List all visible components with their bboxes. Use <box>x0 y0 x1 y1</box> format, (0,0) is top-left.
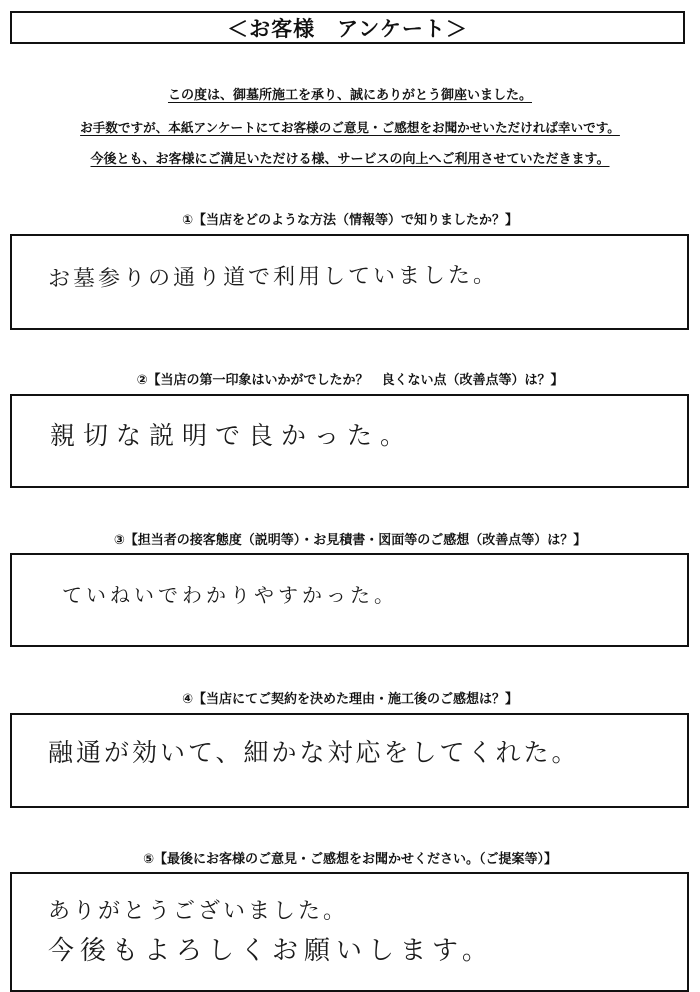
question-2-label: ②【当店の第一印象はいかがでしたか？ 良くない点（改善点等）は？】 <box>136 373 564 388</box>
answer-3-handwriting: ていねいでわかりやすかった。 <box>62 583 398 607</box>
intro-line-1: この度は、御墓所施工を承り、誠にありがとう御座いました。 <box>167 88 532 103</box>
question-5-label: ⑤【最後にお客様のご意見・ご感想をお聞かせください。（ご提案等）】 <box>142 852 557 867</box>
survey-title: ＜お客様 アンケート＞ <box>10 11 685 44</box>
answer-5-handwriting-line-2: 今後もよろしくお願いします。 <box>48 936 494 966</box>
answer-box-2[interactable] <box>10 394 689 488</box>
intro-line-3: 今後とも、お客様にご満足いただける様、サービスの向上へご利用させていただきます。 <box>90 152 610 167</box>
answer-1-handwriting: お墓参りの通り道で利用していました。 <box>47 263 499 292</box>
question-4-label: ④【当店にてご契約を決めた理由・施工後のご感想は？】 <box>181 692 518 707</box>
answer-2-handwriting: 親切な説明で良かった。 <box>50 421 414 450</box>
question-3-label: ③【担当者の接客態度（説明等）・お見積書・図面等のご感想（改善点等）は？】 <box>113 533 587 548</box>
answer-box-5[interactable] <box>10 872 689 992</box>
answer-5-handwriting-line-1: ありがとうございました。 <box>48 899 349 924</box>
answer-4-handwriting: 融通が効いて、細かな対応をしてくれた。 <box>48 738 580 767</box>
answer-box-4[interactable] <box>10 713 689 808</box>
answer-box-3[interactable] <box>10 553 689 647</box>
intro-line-2: お手数ですが、本紙アンケートにてお客様のご意見・ご感想をお聞かせいただければ幸いです。 <box>80 120 620 135</box>
answer-box-1[interactable] <box>10 234 689 330</box>
question-1-label: ①【当店をどのような方法（情報等）で知りましたか？】 <box>181 213 518 228</box>
